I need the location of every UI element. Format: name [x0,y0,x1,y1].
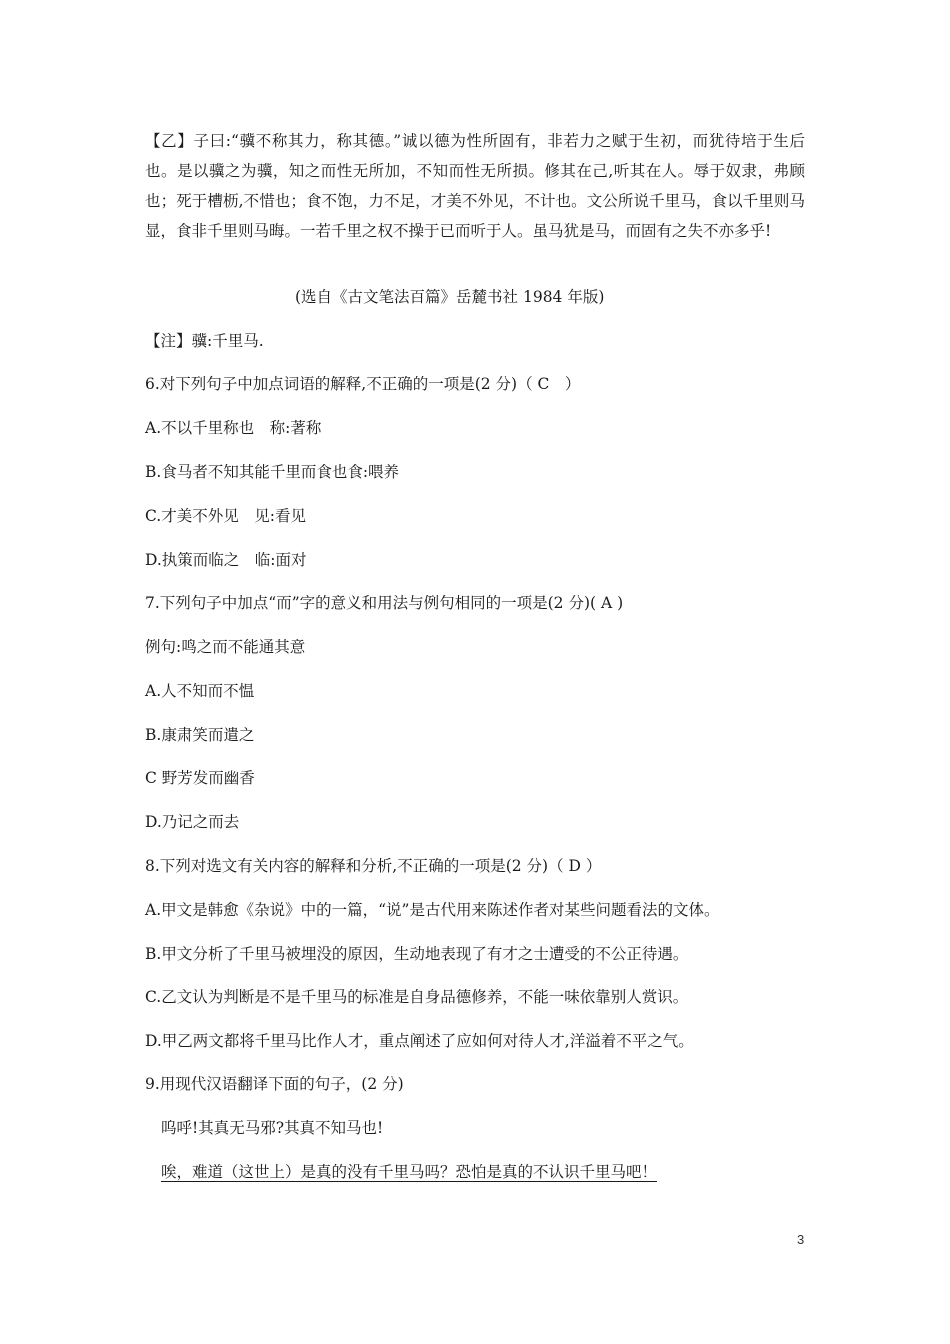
question-6-option-a: A.不以千里称也 称:著称 [145,419,322,437]
question-7-option-d: D.乃记之而去 [145,813,240,831]
question-9-stem: 9.用现代汉语翻译下面的句子，(2 分) [145,1075,404,1093]
question-8-option-d: D.甲乙两文都将千里马比作人才，重点阐述了应如何对待人才,洋溢着不平之气。 [145,1032,694,1050]
page-number: 3 [797,1232,805,1247]
annotation-note: 【注】骥:千里马. [145,332,264,350]
question-8-option-a: A.甲文是韩愈《杂说》中的一篇，“说”是古代用来陈述作者对某些问题看法的文体。 [145,901,720,919]
question-7-option-c: C 野芳发而幽香 [145,769,255,787]
question-8-stem: 8.下列对选文有关内容的解释和分析,不正确的一项是(2 分)（ D ） [145,857,602,875]
question-9-answer: 唉，难道（这世上）是真的没有千里马吗？恐怕是真的不认识千里马吧！ [161,1163,658,1181]
source-citation: (选自《古文笔法百篇》岳麓书社 1984 年版) [295,288,605,306]
question-7-stem: 7.下列句子中加点“而”字的意义和用法与例句相同的一项是(2 分)( A ) [145,594,624,612]
question-7-example: 例句:鸣之而不能通其意 [145,638,306,656]
question-7-option-a: A.人不知而不愠 [145,682,255,700]
question-6-option-c: C.才美不外见 见:看见 [145,507,306,525]
question-6-stem: 6.对下列句子中加点词语的解释,不正确的一项是(2 分)（ C ） [145,375,581,393]
question-6-option-b: B.食马者不知其能千里而食也食:喂养 [145,463,400,481]
passage-yi: 【乙】子曰:“骥不称其力，称其德。”诚以德为性所固有，非若力之赋于生初，而犹待培于生后也。是以骥之为骥，知之而性无所加，不知而性无所损。修其在己,听其在人。辱于奴隶，弗顾也；死于槽枥,不惜也；食不饱，力不足，才美不外见，不计也。文公所说千里马，食以千里则马显，食非千里则马晦。一若千里之权不操于已而听于人。虽马犹是马，而固有之失不亦多乎! [145,132,805,240]
question-7-option-b: B.康肃笑而遣之 [145,726,255,744]
question-6-option-d: D.执策而临之 临:面对 [145,551,307,569]
question-8-option-c: C.乙文认为判断是不是千里马的标准是自身品德修养，不能一味依靠别人赏识。 [145,988,689,1006]
question-9-sentence: 呜呼!其真无马邪?其真不知马也! [161,1119,384,1137]
question-8-option-b: B.甲文分析了千里马被埋没的原因，生动地表现了有才之士遭受的不公正待遇。 [145,945,689,963]
